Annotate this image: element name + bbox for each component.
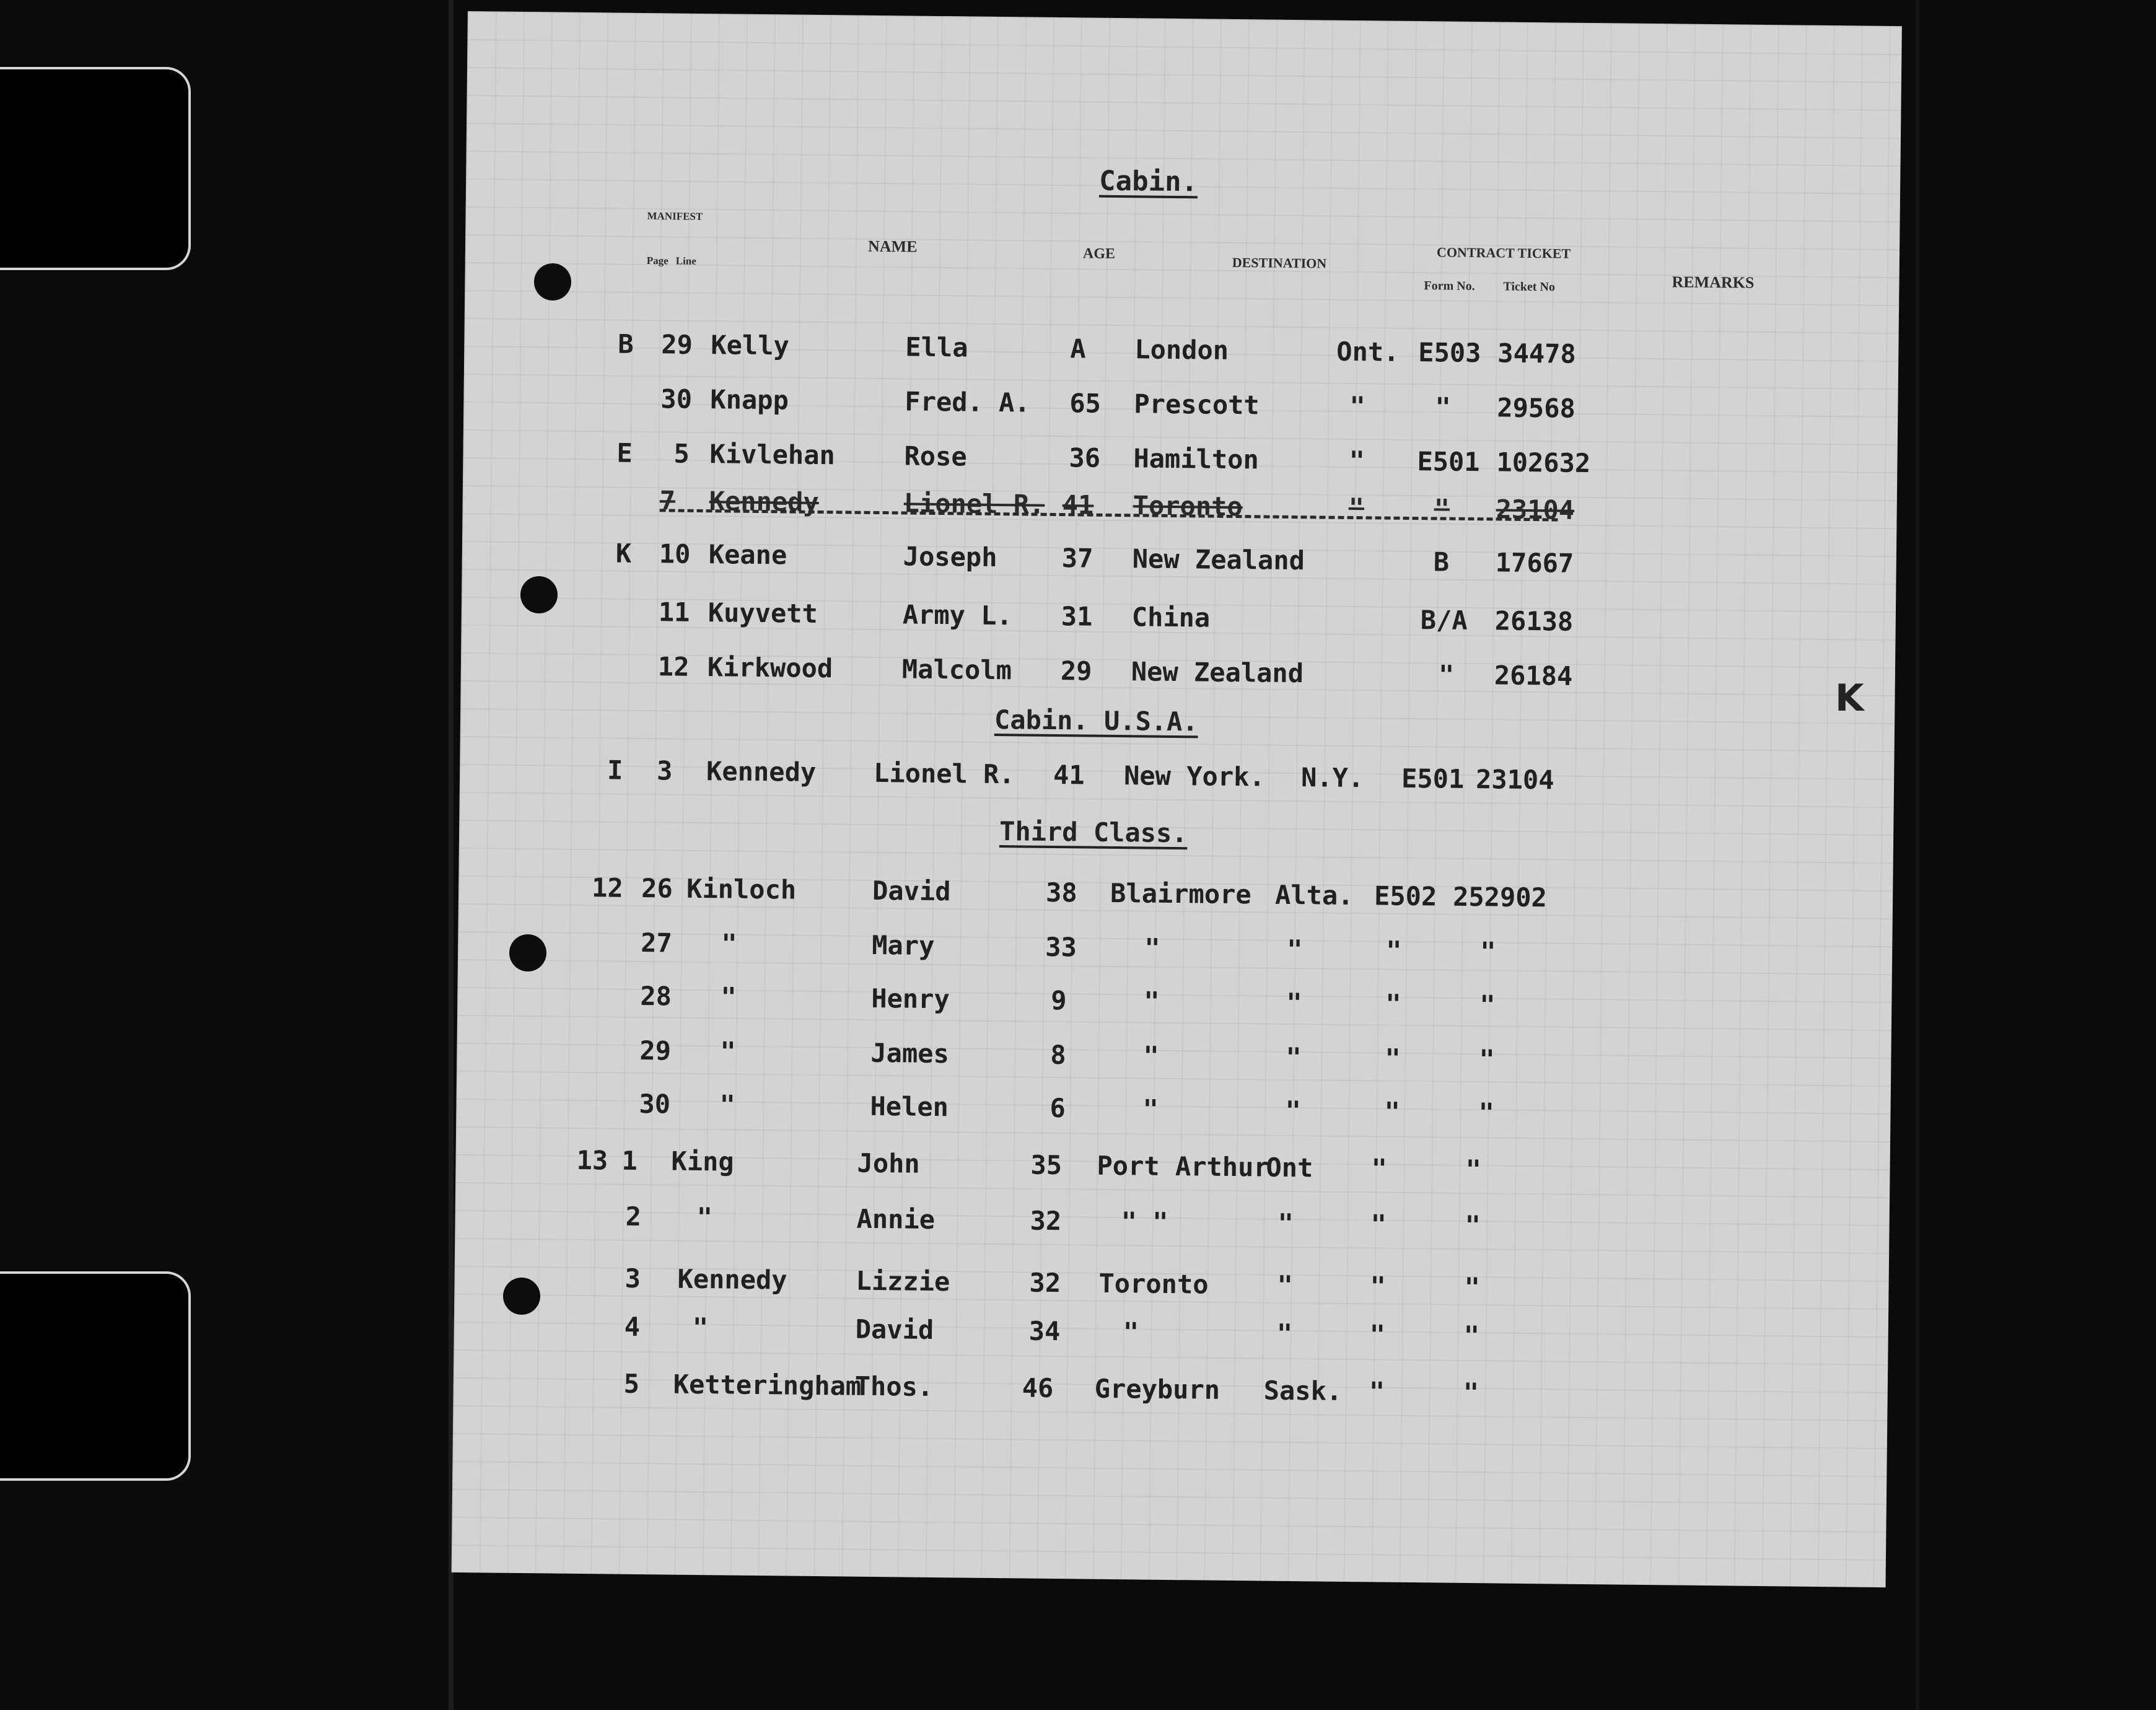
binder-hole (503, 1278, 540, 1315)
manifest-page: K (615, 538, 632, 569)
form-no-header: Form No. (1424, 279, 1475, 294)
manifest-line: 27 (641, 927, 673, 958)
province: " (1286, 987, 1302, 1019)
given-name: Fred. A. (905, 386, 1030, 418)
document-title: Cabin. (1098, 165, 1198, 198)
section-cabin-usa: Cabin. U.S.A. (994, 704, 1199, 737)
destination: London (1134, 334, 1229, 366)
ticket-no: 23104 (1475, 764, 1554, 796)
manifest-line: 28 (640, 981, 672, 1012)
ticket-no: 26184 (1494, 660, 1573, 691)
destination: " (1123, 1317, 1139, 1348)
form-no: " (1370, 1271, 1387, 1302)
ticket-no: " (1478, 1097, 1495, 1128)
manifest-line: 10 (659, 538, 691, 569)
manifest-page: E (616, 437, 633, 468)
form-no: E501 (1401, 763, 1465, 794)
given-name: Henry (871, 983, 950, 1015)
age: 34 (1028, 1315, 1061, 1347)
destination: New York. (1123, 760, 1265, 792)
manifest-line: 3 (656, 755, 673, 786)
form-no: B (1433, 546, 1450, 577)
section-third-class: Third Class. (999, 816, 1188, 849)
age: A (1070, 333, 1086, 364)
ticket-no: 29568 (1497, 392, 1576, 424)
province: Sask. (1263, 1375, 1343, 1406)
ticket-no: " (1465, 1209, 1481, 1241)
ticket-no: " (1479, 936, 1496, 967)
film-edge-line (1916, 0, 1919, 1710)
destination: Port Arthur (1097, 1150, 1269, 1183)
ticket-no: 102632 (1496, 447, 1591, 479)
province: " (1286, 934, 1303, 965)
given-name: Annie (856, 1203, 936, 1235)
given-name: Rose (904, 441, 967, 472)
surname: Kinloch (686, 873, 797, 905)
age: 41 (1062, 489, 1094, 520)
surname: Ketteringham (673, 1369, 862, 1401)
manifest-page: I (607, 755, 623, 786)
province: " (1277, 1208, 1294, 1239)
manifest-line: 12 (657, 651, 690, 682)
form-no: E501 (1417, 446, 1480, 478)
given-name: Helen (870, 1090, 949, 1123)
age: 37 (1061, 543, 1093, 574)
binder-hole (509, 934, 546, 971)
surname: Kelly (711, 330, 790, 361)
manifest-line: 29 (661, 329, 693, 360)
manifest-line: 5 (623, 1368, 640, 1400)
given-name: David (855, 1313, 934, 1345)
contract-ticket-header: CONTRACT TICKET (1436, 244, 1571, 261)
surname: " (696, 1201, 713, 1233)
age: 35 (1030, 1149, 1063, 1181)
given-name: John (857, 1147, 920, 1179)
manifest-line: 30 (660, 384, 693, 414)
age: 33 (1045, 931, 1077, 963)
form-no: " (1434, 493, 1450, 524)
manifest-line: 5 (673, 438, 690, 469)
surname: " (692, 1312, 709, 1343)
manifest-line: 7 (659, 485, 676, 516)
name-col-header: NAME (867, 237, 918, 256)
destination: " (1144, 932, 1160, 963)
ticket-no-header: Ticket No (1503, 279, 1556, 294)
surname: Kennedy (677, 1263, 787, 1296)
form-no: " (1385, 988, 1401, 1019)
given-name: Malcolm (901, 654, 1012, 686)
surname: Kennedy (706, 756, 817, 787)
page-col-header: Page (646, 255, 668, 267)
age: 38 (1045, 877, 1077, 908)
given-name: Lionel R. (903, 488, 1045, 520)
index-tab-cutout (1961, 725, 2156, 1629)
surname: Kuyvett (708, 597, 818, 629)
destination: Greyburn (1094, 1373, 1220, 1405)
ticket-no: " (1464, 1271, 1481, 1303)
destination-col-header: DESTINATION (1232, 254, 1327, 271)
province: " (1276, 1318, 1293, 1349)
given-name: David (872, 875, 951, 907)
surname: " (720, 1036, 736, 1067)
surname: Kirkwood (707, 652, 833, 684)
destination: " (1143, 1040, 1159, 1071)
province: " (1286, 1041, 1302, 1073)
form-no: " (1370, 1209, 1387, 1240)
age-col-header: AGE (1082, 245, 1116, 262)
ticket-no: " (1479, 1044, 1495, 1075)
ticket-no: 26138 (1494, 605, 1574, 637)
surname: Keane (708, 539, 787, 571)
surname: " (719, 1089, 736, 1120)
age: 31 (1061, 601, 1093, 632)
age: 36 (1069, 442, 1101, 473)
province: N.Y. (1300, 762, 1364, 794)
form-no: " (1369, 1319, 1386, 1350)
province: " (1349, 390, 1365, 422)
destination: Toronto (1098, 1268, 1209, 1300)
manifest-header: MANIFEST (647, 210, 703, 222)
given-name: Joseph (903, 541, 997, 572)
destination: " (1144, 986, 1160, 1017)
form-no: E503 (1418, 337, 1481, 369)
manifest-line: 2 (625, 1201, 642, 1232)
manifest-line: 3 (624, 1263, 641, 1294)
ticket-no: 23104 (1496, 494, 1575, 525)
surname: Kivlehan (709, 439, 836, 471)
province: " (1285, 1095, 1302, 1126)
ticket-no: " (1479, 989, 1496, 1020)
manifest-line: 11 (658, 597, 690, 628)
surname: King (671, 1146, 734, 1177)
ticket-no: 34478 (1497, 338, 1576, 369)
manifest-page: 13 (576, 1144, 608, 1176)
ticket-no: " (1463, 1320, 1480, 1351)
given-name: Thos. (854, 1370, 934, 1402)
surname: " (721, 928, 737, 959)
given-name: Lionel R. (873, 757, 1015, 790)
remarks-col-header: REMARKS (1672, 273, 1755, 292)
given-name: Army L. (902, 599, 1013, 631)
province: " (1277, 1269, 1294, 1301)
form-no: E502 (1374, 880, 1437, 912)
given-name: James (870, 1037, 950, 1069)
index-tab-letter: K (1835, 677, 1864, 720)
form-no: B/A (1420, 605, 1468, 636)
manifest-line: 30 (639, 1088, 671, 1120)
binder-hole (534, 263, 571, 300)
province: Ont (1266, 1152, 1313, 1183)
form-no: " (1384, 1096, 1401, 1127)
manifest-page: 12 (591, 872, 624, 903)
ticket-no: " (1463, 1377, 1479, 1408)
destination: " " (1121, 1206, 1168, 1237)
form-no: " (1438, 659, 1455, 690)
binder-hole (520, 576, 558, 613)
province: " (1349, 445, 1365, 476)
age: 46 (1022, 1372, 1054, 1404)
form-no: " (1369, 1376, 1385, 1407)
age: 9 (1051, 984, 1067, 1016)
manifest-line: 29 (639, 1035, 672, 1066)
age: 6 (1050, 1092, 1066, 1124)
province: " (1348, 492, 1365, 524)
surname: " (721, 981, 737, 1012)
form-no: " (1435, 392, 1451, 423)
age: 65 (1069, 388, 1102, 419)
manifest-page: B (618, 328, 634, 359)
manifest-line: 1 (621, 1145, 638, 1176)
binder-tab-bottom (0, 1271, 191, 1481)
ticket-no: " (1465, 1154, 1482, 1185)
destination: Toronto (1133, 490, 1243, 522)
destination: Prescott (1134, 388, 1260, 421)
form-no: " (1385, 935, 1402, 966)
form-no: " (1371, 1153, 1388, 1184)
ticket-no: 252902 (1452, 881, 1548, 913)
age: 32 (1030, 1205, 1062, 1237)
destination: " (1142, 1094, 1159, 1125)
manifest-line: 4 (624, 1311, 641, 1343)
destination: New Zealand (1131, 656, 1304, 689)
ticket-no: 17667 (1495, 547, 1574, 579)
age: 29 (1060, 656, 1092, 686)
manifest-line: 26 (641, 873, 673, 904)
given-name: Ella (905, 331, 968, 363)
destination: Blairmore (1110, 877, 1251, 910)
age: 8 (1050, 1039, 1066, 1071)
given-name: Lizzie (856, 1265, 950, 1297)
age: 32 (1029, 1267, 1061, 1299)
destination: China (1131, 602, 1211, 633)
surname: Knapp (710, 384, 789, 416)
age: 41 (1053, 759, 1085, 791)
destination: Hamilton (1133, 443, 1260, 475)
manifest-sheet (452, 11, 1902, 1587)
form-no: " (1385, 1043, 1401, 1074)
given-name: Mary (871, 929, 935, 961)
province: Ont. (1336, 336, 1400, 367)
binder-tab-top (0, 67, 191, 270)
destination: New Zealand (1132, 543, 1305, 576)
province: Alta. (1274, 879, 1354, 911)
line-col-header: Line (675, 255, 696, 267)
surname: Kennedy (709, 486, 820, 517)
